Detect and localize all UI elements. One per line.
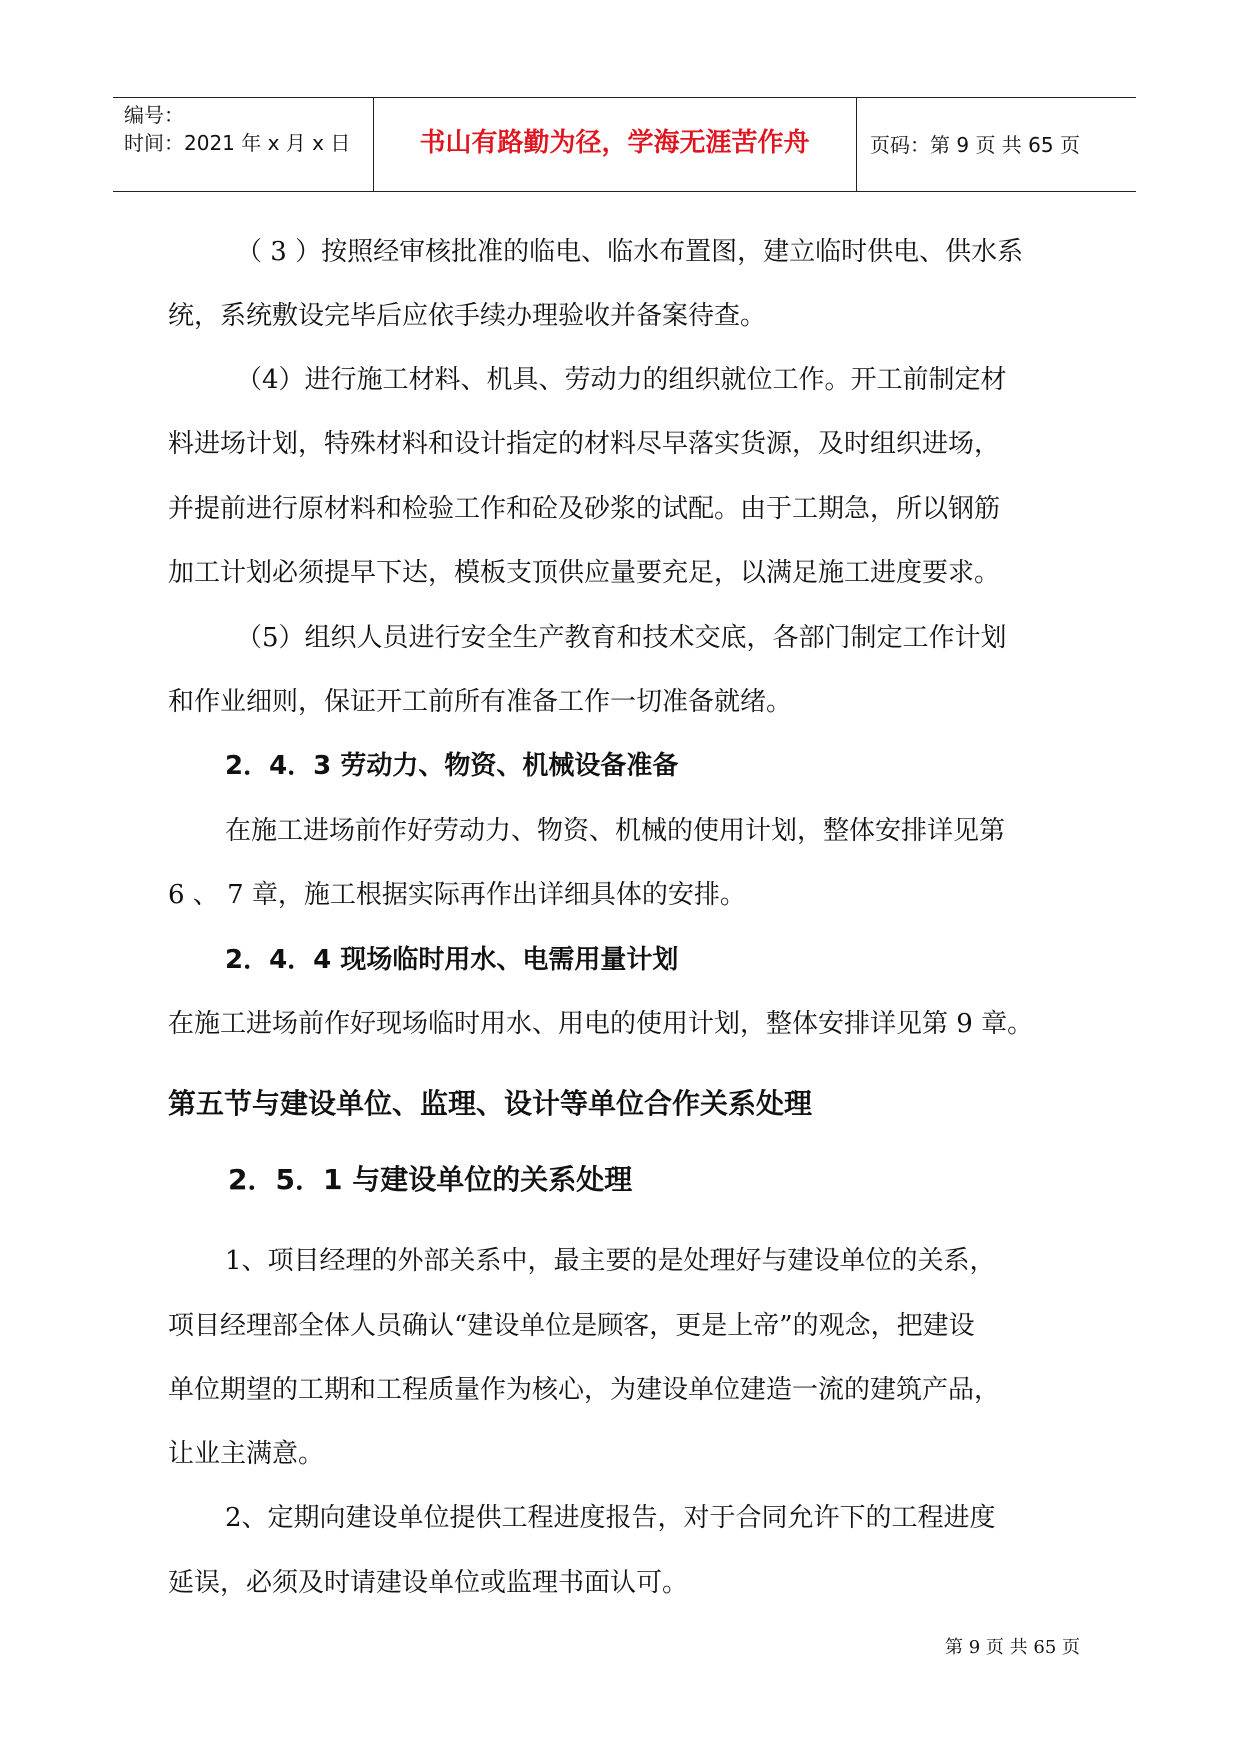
paragraph-243-line-1: 在施工进场前作好劳动力、物资、机械的使用计划，整体安排详见第 bbox=[225, 816, 1006, 846]
paragraph-244-line-1: 在施工进场前作好现场临时用水、用电的使用计划，整体安排详见第 9 章。 bbox=[168, 1009, 1034, 1039]
header-number-label: 编号： bbox=[124, 103, 184, 127]
paragraph-4-line-3: 并提前进行原材料和检验工作和砼及砂浆的试配。由于工期急，所以钢筋 bbox=[168, 494, 1001, 524]
header-time-label: 时间：2021 年 x 月 x 日 bbox=[124, 131, 351, 155]
paragraph-4-line-4: 加工计划必须提早下达，模板支顶供应量要充足，以满足施工进度要求。 bbox=[168, 558, 1001, 588]
paragraph-5-line-2: 和作业细则，保证开工前所有准备工作一切准备就绪。 bbox=[168, 687, 793, 717]
item-1-line-2: 项目经理部全体人员确认“建设单位是顾客，更是上帝”的观念，把建设 bbox=[168, 1311, 975, 1341]
paragraph-4-line-1: （4）进行施工材料、机具、劳动力的组织就位工作。开工前制定材 bbox=[236, 365, 1007, 395]
header-bottom-rule bbox=[113, 191, 1136, 192]
heading-2-4-3: 2．4．3 劳动力、物资、机械设备准备 bbox=[225, 751, 679, 781]
header-motto: 书山有路勤为径，学海无涯苦作舟 bbox=[419, 128, 810, 158]
paragraph-4-line-2: 料进场计划，特殊材料和设计指定的材料尽早落实货源，及时组织进场， bbox=[168, 429, 1001, 459]
paragraph-3-line-2: 统，系统敷设完毕后应依手续办理验收并备案待查。 bbox=[168, 301, 767, 331]
heading-2-5-1: 2．5．1 与建设单位的关系处理 bbox=[228, 1163, 633, 1196]
paragraph-5-line-1: （5）组织人员进行安全生产教育和技术交底，各部门制定工作计划 bbox=[236, 623, 1007, 653]
footer-page-number: 第 9 页 共 65 页 bbox=[945, 1637, 1080, 1658]
item-1-line-3: 单位期望的工期和工程质量作为核心，为建设单位建造一流的建筑产品， bbox=[168, 1375, 1001, 1405]
item-2-line-1: 2、定期向建设单位提供工程进度报告，对于合同允许下的工程进度 bbox=[225, 1503, 996, 1533]
header-page-info: 页码：第 9 页 共 65 页 bbox=[870, 133, 1080, 157]
paragraph-3-line-1: （ 3 ）按照经审核批准的临电、临水布置图，建立临时供电、供水系 bbox=[236, 237, 1024, 267]
header-divider-right bbox=[856, 97, 857, 191]
item-1-line-4: 让业主满意。 bbox=[168, 1439, 325, 1469]
header-top-rule bbox=[113, 97, 1136, 98]
item-1-line-1: 1、项目经理的外部关系中，最主要的是处理好与建设单位的关系， bbox=[225, 1246, 996, 1276]
section-5-title: 第五节与建设单位、监理、设计等单位合作关系处理 bbox=[168, 1087, 813, 1120]
item-2-line-2: 延误，必须及时请建设单位或监理书面认可。 bbox=[168, 1568, 689, 1598]
paragraph-243-line-2: 6 、 7 章，施工根据实际再作出详细具体的安排。 bbox=[168, 880, 746, 910]
heading-2-4-4: 2．4．4 现场临时用水、电需用量计划 bbox=[225, 945, 679, 975]
